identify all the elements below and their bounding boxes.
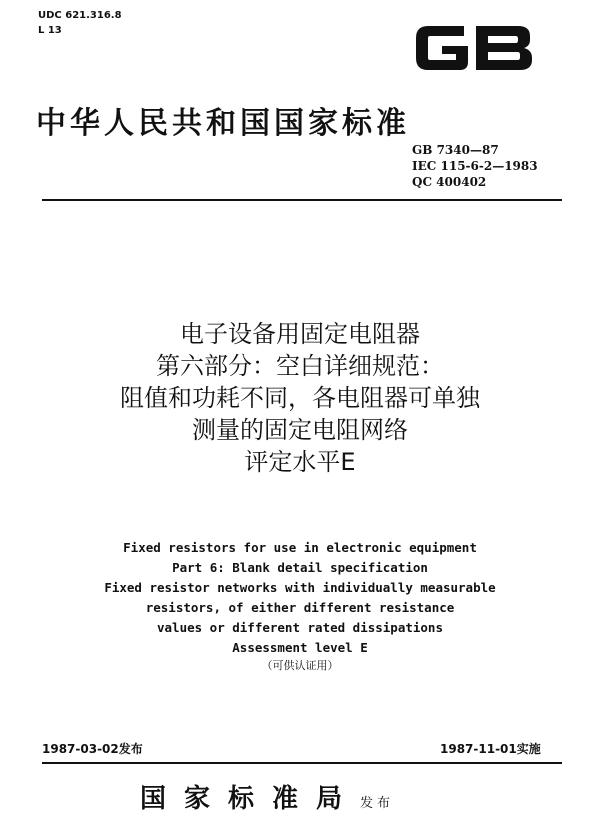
english-title-line: values or different rated dissipations (157, 620, 443, 635)
chinese-title-line: 电子设备用固定电阻器 (180, 320, 420, 348)
publisher (140, 778, 394, 815)
chinese-title-line: 评定水平E (244, 448, 356, 476)
udc-code: UDC 621.316.8 (38, 10, 122, 21)
chinese-title-line: 阻值和功耗不同，各电阻器可单独 (120, 384, 480, 412)
english-title (40, 538, 560, 674)
publisher-suffix: 发布 (360, 796, 395, 811)
implementation-date: 1987-11-01实施 (440, 742, 541, 756)
standard-numbers (412, 142, 538, 190)
standard-number-gb: GB 7340—87 (412, 143, 499, 157)
issue-date: 1987-03-02发布 (42, 742, 143, 756)
chinese-title-line: 第六部分：空白详细规范： (156, 352, 444, 380)
english-title-line: resistors, of either different resistance (145, 600, 455, 615)
certification-note: （可供认证用） (261, 659, 339, 672)
english-title-line: Part 6: Blank detail specification (172, 560, 428, 575)
chinese-title (40, 318, 560, 478)
standard-number-iec: IEC 115-6-2—1983 (412, 159, 538, 173)
standard-number-qc: QC 400402 (412, 175, 487, 189)
classification-code: L 13 (38, 25, 62, 36)
publisher-name: 国家标准局 (140, 784, 361, 814)
top-divider (42, 199, 562, 201)
gb-logo (408, 12, 540, 84)
english-title-line: Fixed resistor networks with individually measurable (104, 580, 496, 595)
chinese-title-line: 测量的固定电阻网络 (192, 416, 408, 444)
english-title-line: Assessment level E (232, 640, 368, 655)
bottom-divider (42, 762, 562, 764)
english-title-line: Fixed resistors for use in electronic equipment (123, 540, 477, 555)
gb-logo-icon (408, 12, 540, 84)
national-standard-title: 中华人民共和国国家标准 (36, 106, 410, 141)
